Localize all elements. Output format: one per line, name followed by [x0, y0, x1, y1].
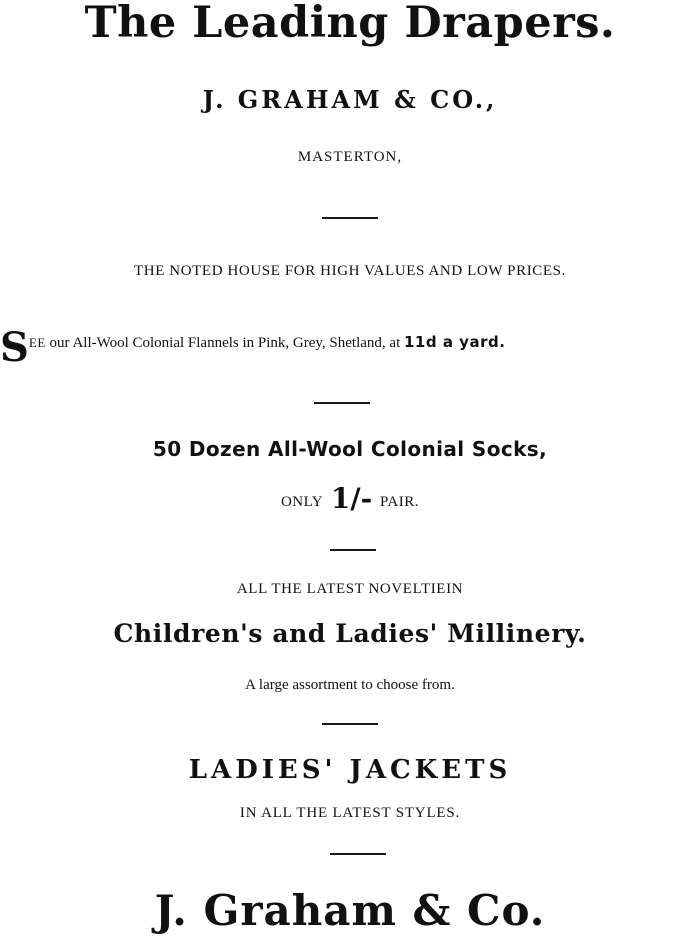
divider-rule — [322, 217, 378, 219]
firm-name: J. GRAHAM & CO., — [202, 85, 498, 114]
jackets-heading: LADIES' JACKETS — [188, 755, 512, 785]
divider-rule — [330, 549, 376, 551]
jackets-subtext: IN ALL THE LATEST STYLES. — [239, 805, 461, 821]
divider-rule — [314, 402, 370, 404]
footer-firm-name: J. Graham & Co. — [154, 886, 546, 935]
headline: The Leading Drapers. — [84, 0, 616, 48]
divider-rule — [322, 723, 378, 725]
town-name: MASTERTON, — [297, 149, 403, 165]
divider-rule — [330, 853, 386, 855]
pair-label: PAIR. — [379, 494, 420, 510]
novelties-line: ALL THE LATEST NOVELTIEIN — [236, 581, 464, 597]
socks-price: 1/- — [330, 482, 373, 515]
flannels-text: our All-Wool Colonial Flannels in Pink, Grey, Shetland, at — [45, 335, 404, 351]
drop-cap: S — [0, 324, 29, 371]
flannels-paragraph — [0, 322, 700, 369]
socks-heading: 50 Dozen All-Wool Colonial Socks, — [152, 437, 548, 461]
flannels-price: 11d a yard. — [404, 333, 506, 351]
only-label: ONLY — [280, 494, 324, 510]
drop-cap-rest: EE — [28, 335, 46, 350]
tagline: THE NOTED HOUSE FOR HIGH VALUES AND LOW PRICES. — [134, 263, 566, 279]
socks-price-line — [0, 484, 700, 517]
assortment-line: A large assortment to choose from. — [245, 677, 455, 693]
millinery-heading: Children's and Ladies' Millinery. — [113, 619, 587, 648]
